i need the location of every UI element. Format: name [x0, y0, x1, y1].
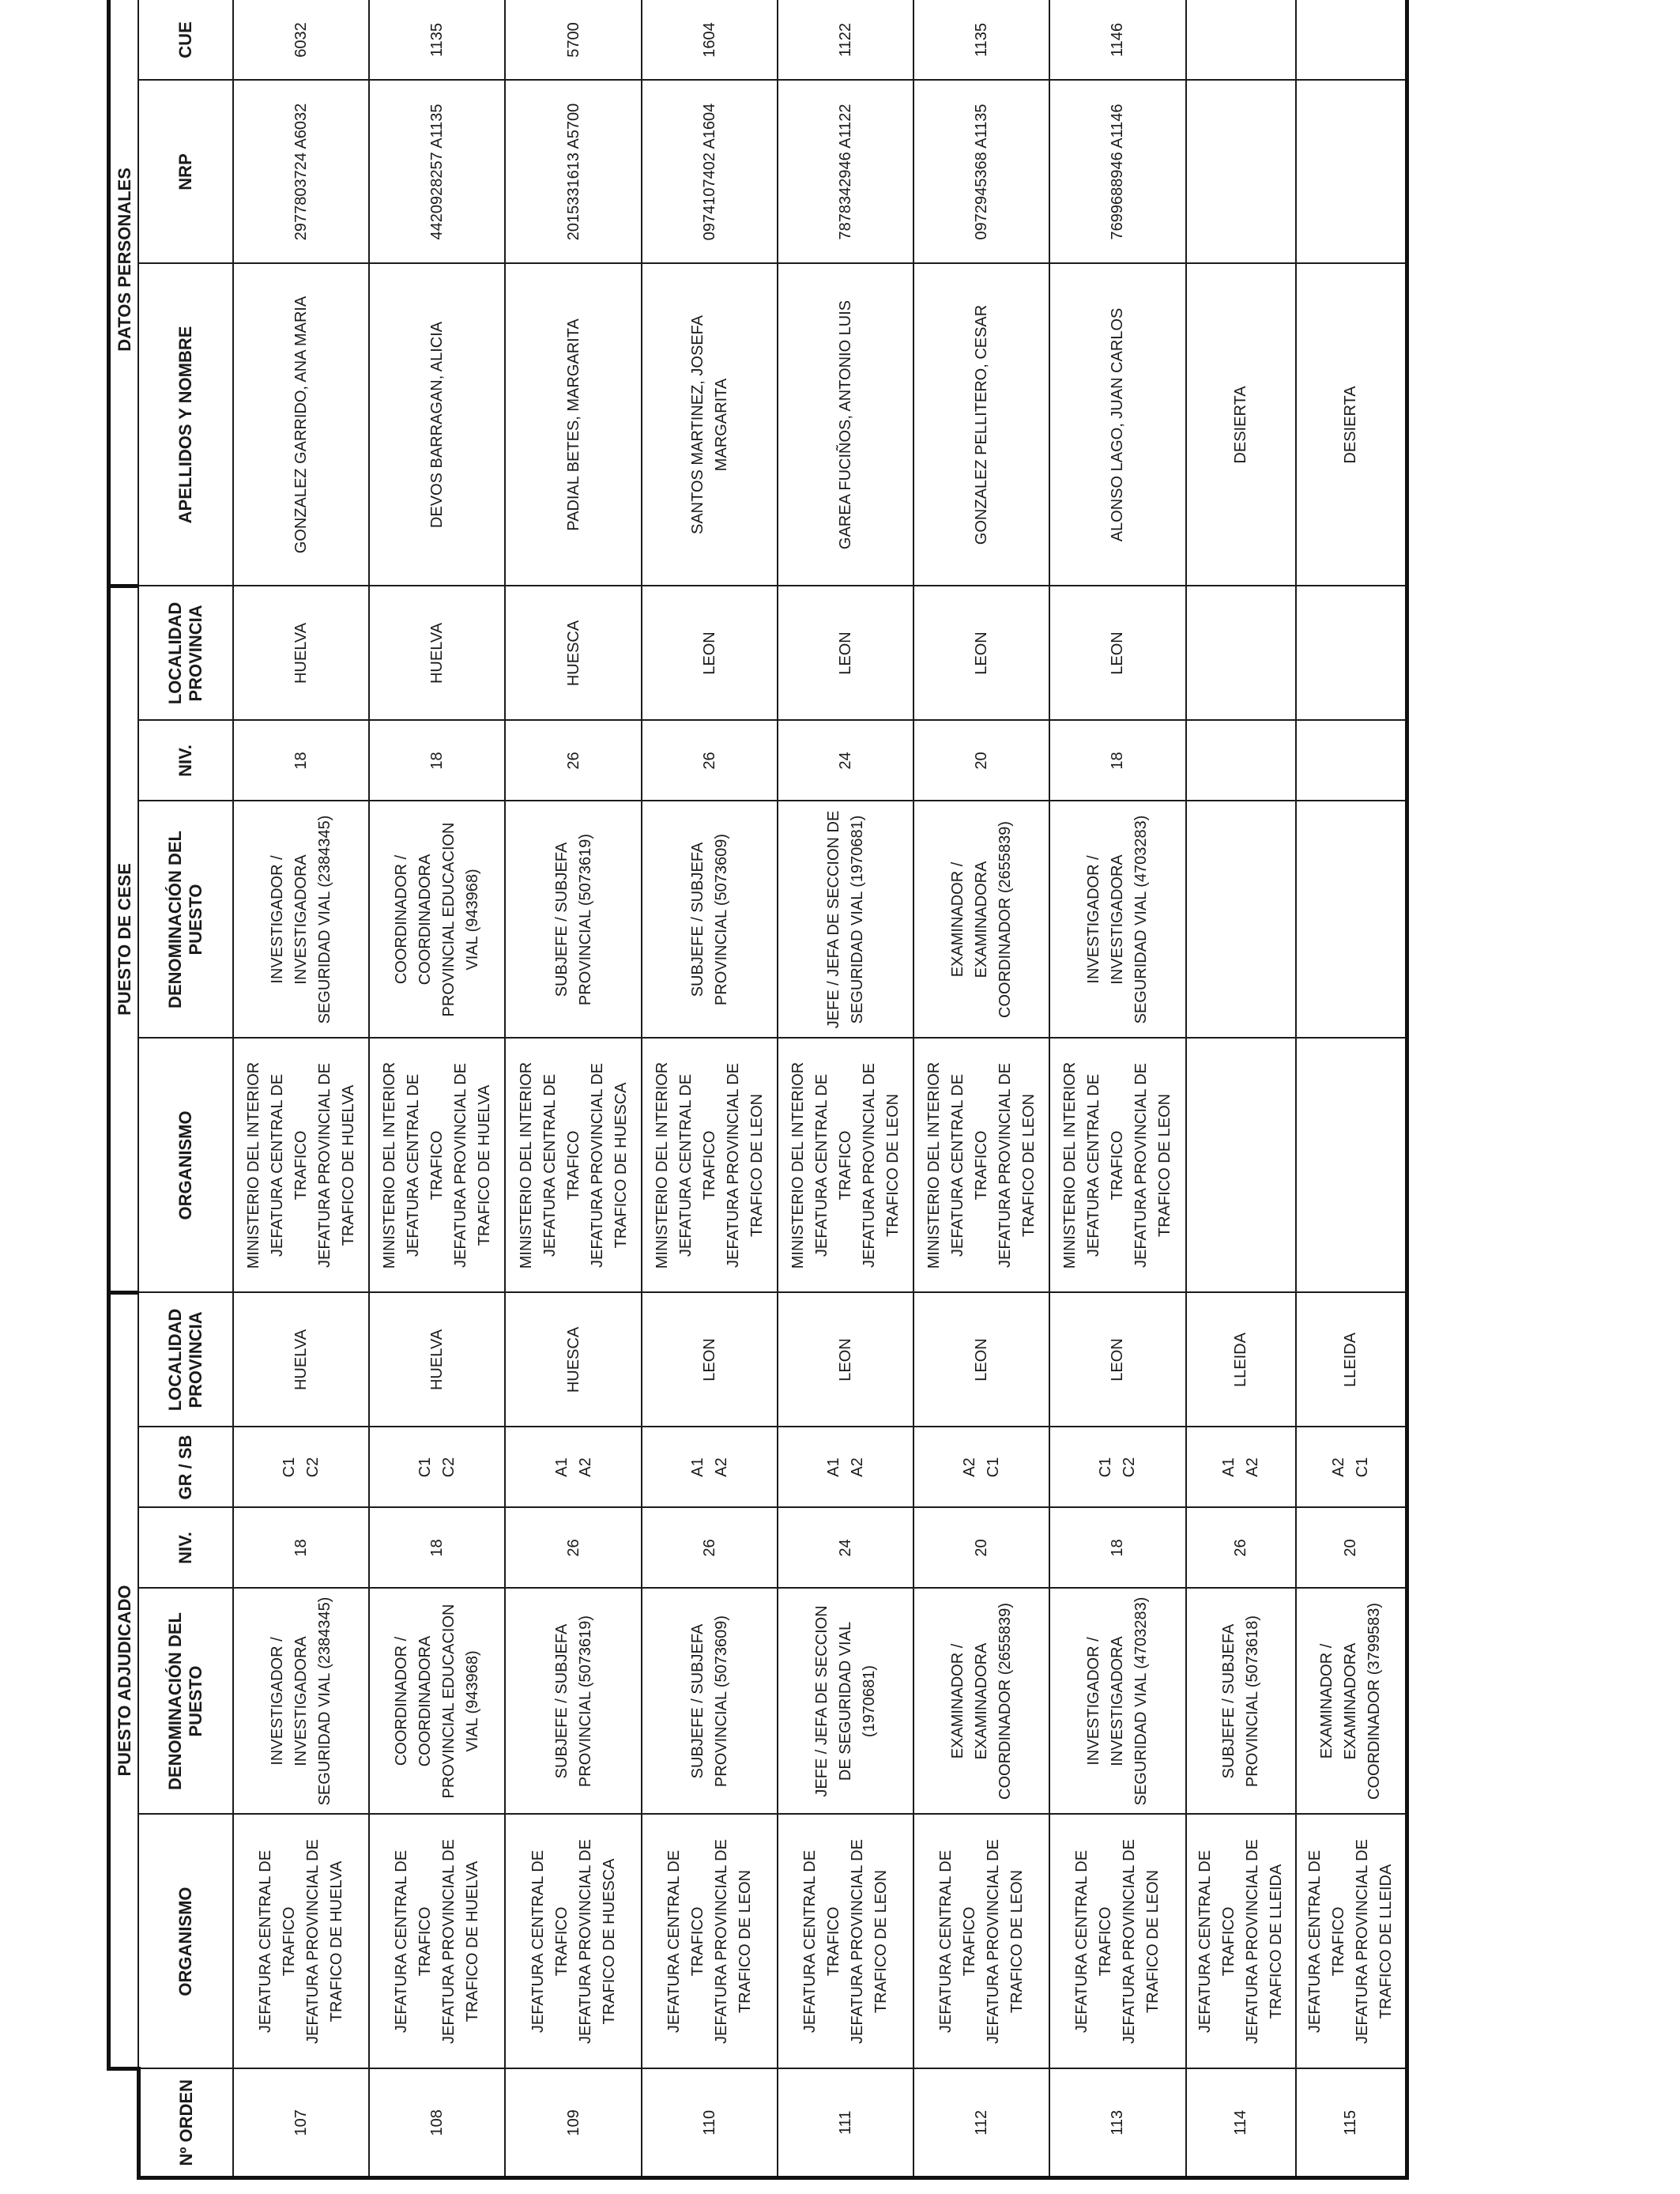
gr-value: C1 [416, 1457, 435, 1478]
cese-localidad-cell [233, 586, 369, 720]
cese-organismo-cell [913, 1038, 1049, 1292]
apellidos-nombre-value: GONZALEZ PELLITERO, CESAR [973, 304, 991, 545]
gr-sb-cell [233, 1427, 369, 1508]
apellidos-nombre-cell [1296, 263, 1407, 586]
cese-denominacion-cell [1049, 801, 1185, 1038]
localidad-cell [778, 1292, 913, 1427]
cese-organismo-cell [778, 1038, 913, 1292]
orden-value: 113 [1109, 2109, 1127, 2136]
header-organismo: ORGANISMO [138, 1815, 233, 2069]
orden-cell [369, 2069, 505, 2178]
gr-value: A1 [1220, 1457, 1238, 1477]
organismo-line: JEFATURA PROVINCIAL DE TRAFICO DE LEON [848, 1839, 890, 2044]
apellidos-nombre-value: GONZALEZ GARRIDO, ANA MARIA [292, 296, 311, 554]
header-niv: NIV. [138, 1508, 233, 1589]
cese-denominacion-cell [1296, 801, 1407, 1038]
sb-value: C2 [304, 1457, 322, 1478]
denominacion-cell [913, 1589, 1049, 1815]
header-cese-organismo: ORGANISMO [138, 1038, 233, 1292]
localidad-cell [913, 1292, 1049, 1427]
nrp-value: 2015331613 A5700 [564, 103, 582, 241]
localidad-value: HUELVA [292, 1329, 311, 1391]
apellidos-nombre-cell [1049, 263, 1185, 586]
apellidos-nombre-value: ALONSO LAGO, JUAN CARLOS [1109, 307, 1127, 542]
cese-niv-value: 18 [428, 752, 446, 770]
orden-cell [778, 2069, 913, 2178]
nrp-value: 7699688946 A1146 [1109, 104, 1127, 240]
organismo-line: JEFATURA PROVINCIAL DE TRAFICO DE HUELVA [304, 1839, 346, 2044]
orden-value: 112 [973, 2109, 991, 2136]
organismo-cell [1186, 1815, 1296, 2069]
organismo-line: JEFATURA PROVINCIAL DE TRAFICO DE HUESCA [576, 1839, 618, 2044]
cese-localidad-value: LEON [700, 631, 718, 675]
gr-value: A2 [1330, 1457, 1348, 1477]
table-row [233, 0, 369, 2178]
gr-value: C1 [1097, 1457, 1115, 1478]
apellidos-nombre-value: SANTOS MARTINEZ, JOSEFA MARGARITA [688, 315, 730, 535]
cese-denominacion-value: SUBJEFE / SUBJEFA PROVINCIAL (5073609) [688, 833, 730, 1006]
cue-cell [642, 0, 778, 80]
organismo-cell [505, 1815, 641, 2069]
organismo-line: JEFATURA CENTRAL DE TRAFICO [1306, 1849, 1348, 2034]
header-orden: Nº ORDEN [138, 2069, 233, 2178]
denominacion-cell [1186, 1589, 1296, 1815]
nrp-value: 0972945368 A1135 [973, 104, 991, 240]
organismo-line: JEFATURA PROVINCIAL DE TRAFICO DE LEON [1121, 1839, 1162, 2044]
orden-cell [1049, 2069, 1185, 2178]
apellidos-nombre-cell [369, 263, 505, 586]
apellidos-nombre-cell [642, 263, 778, 586]
cese-localidad-cell [778, 586, 913, 720]
niv-value: 20 [973, 1539, 991, 1557]
organismo-line: JEFATURA PROVINCIAL DE TRAFICO DE LLEIDA [1244, 1839, 1286, 2044]
organismo-line: JEFATURA PROVINCIAL DE TRAFICO DE LEON [712, 1839, 754, 2044]
cese-organismo-cell [1186, 1038, 1296, 1292]
localidad-cell [1186, 1292, 1296, 1427]
cue-cell [778, 0, 913, 80]
orden-value: 107 [292, 2109, 311, 2136]
apellidos-nombre-value: DESIERTA [1342, 386, 1360, 464]
cue-value: 1135 [973, 22, 991, 57]
cese-niv-cell [1186, 720, 1296, 801]
cese-localidad-cell [642, 586, 778, 720]
niv-value: 20 [1342, 1539, 1360, 1557]
denominacion-value: EXAMINADOR / EXAMINADORA COORDINADOR (3799583) [1318, 1603, 1384, 1800]
apellidos-nombre-cell [233, 263, 369, 586]
organismo-line: JEFATURA CENTRAL DE TRAFICO [393, 1849, 435, 2034]
localidad-value: LEON [973, 1338, 991, 1382]
organismo-line: JEFATURA PROVINCIAL DE TRAFICO DE LEON [985, 1839, 1026, 2044]
cese-localidad-cell [1186, 586, 1296, 720]
gr-sb-cell [913, 1427, 1049, 1508]
denominacion-cell [505, 1589, 641, 1815]
cese-denominacion-value: INVESTIGADOR / INVESTIGADORA SEGURIDAD VIAL (4703283) [1085, 815, 1151, 1024]
gr-sb-cell [1296, 1427, 1407, 1508]
cese-organismo-cell [642, 1038, 778, 1292]
organismo-line: JEFATURA PROVINCIAL DE TRAFICO DE HUELVA [440, 1839, 482, 2044]
organismo-cell [1296, 1815, 1407, 2069]
cese-organismo-line: MINISTERIO DEL INTERIOR [381, 1061, 399, 1269]
gr-value: C1 [281, 1457, 299, 1478]
cese-organismo-cell [369, 1038, 505, 1292]
cue-value: 6032 [292, 22, 311, 58]
gr-value: A2 [961, 1457, 979, 1477]
header-gr-sb: GR / SB [138, 1427, 233, 1508]
cese-organismo-line: JEFATURA PROVINCIAL DE TRAFICO DE LEON [1132, 1063, 1174, 1268]
cese-localidad-cell [913, 586, 1049, 720]
cese-localidad-cell [369, 586, 505, 720]
cue-cell [505, 0, 641, 80]
denominacion-value: INVESTIGADOR / INVESTIGADORA SEGURIDAD VIAL (4703283) [1085, 1596, 1151, 1806]
localidad-value: LEON [1109, 1338, 1127, 1382]
cue-cell [913, 0, 1049, 80]
table-body [233, 0, 1407, 2178]
localidad-value: LLEIDA [1342, 1333, 1360, 1387]
sb-value: A2 [1244, 1457, 1262, 1477]
localidad-value: LLEIDA [1232, 1333, 1250, 1387]
header-nrp: NRP [138, 80, 233, 263]
cese-organismo-line: JEFATURA CENTRAL DE TRAFICO [541, 1073, 582, 1257]
table-row [913, 0, 1049, 2178]
cese-organismo-line: MINISTERIO DEL INTERIOR [789, 1061, 807, 1269]
denominacion-value: COORDINADOR / COORDINADORA PROVINCIAL EDUCACION VIAL (943968) [393, 1604, 482, 1799]
gr-sb-cell [642, 1427, 778, 1508]
apellidos-nombre-cell [913, 263, 1049, 586]
cue-cell [369, 0, 505, 80]
organismo-line: JEFATURA CENTRAL DE TRAFICO [937, 1849, 979, 2034]
gr-sb-cell [505, 1427, 641, 1508]
localidad-cell [233, 1292, 369, 1427]
gr-sb-cell [1186, 1427, 1296, 1508]
nrp-cell [778, 80, 913, 263]
cue-cell [233, 0, 369, 80]
header-cue: CUE [138, 0, 233, 80]
cue-value: 1604 [700, 22, 718, 58]
cese-organismo-line: JEFATURA CENTRAL DE TRAFICO [812, 1073, 854, 1257]
organismo-cell [369, 1815, 505, 2069]
cese-organismo-line: JEFATURA PROVINCIAL DE TRAFICO DE LEON [996, 1063, 1038, 1268]
cese-organismo-cell [1049, 1038, 1185, 1292]
apellidos-nombre-cell [1186, 263, 1296, 586]
empty-corner [109, 2069, 139, 2178]
sb-value: A2 [712, 1457, 730, 1477]
cese-niv-value: 26 [564, 752, 582, 770]
adjudicaciones-table [107, 0, 1409, 2180]
cue-cell [1186, 0, 1296, 80]
niv-value: 18 [1109, 1539, 1127, 1557]
gr-sb-cell [369, 1427, 505, 1508]
orden-cell [1186, 2069, 1296, 2178]
apellidos-nombre-value: DEVOS BARRAGAN, ALICIA [428, 321, 446, 529]
cese-organismo-line: MINISTERIO DEL INTERIOR [1061, 1061, 1079, 1269]
orden-value: 108 [428, 2109, 446, 2136]
header-denominacion: DENOMINACIÓN DEL PUESTO [138, 1589, 233, 1815]
cue-value: 1135 [428, 22, 446, 57]
denominacion-value: EXAMINADOR / EXAMINADORA COORDINADOR (2655839) [949, 1603, 1015, 1800]
header-apellidos-nombre: APELLIDOS Y NOMBRE [138, 263, 233, 586]
nrp-cell [1049, 80, 1185, 263]
cese-localidad-value: LEON [836, 631, 854, 675]
organismo-line: JEFATURA CENTRAL DE TRAFICO [800, 1849, 842, 2034]
cese-organismo-line: JEFATURA PROVINCIAL DE TRAFICO DE LEON [724, 1063, 766, 1268]
cese-niv-cell [369, 720, 505, 801]
niv-cell [1296, 1508, 1407, 1589]
niv-cell [913, 1508, 1049, 1589]
localidad-value: HUESCA [564, 1326, 582, 1393]
nrp-value: 7878342946 A1122 [836, 104, 854, 240]
table-row [505, 0, 641, 2178]
cese-organismo-line: JEFATURA PROVINCIAL DE TRAFICO DE HUELVA [316, 1063, 358, 1268]
cese-denominacion-cell [778, 801, 913, 1038]
cese-organismo-line: JEFATURA PROVINCIAL DE TRAFICO DE HUESCA [588, 1063, 630, 1268]
niv-cell [1186, 1508, 1296, 1589]
cese-niv-value: 24 [836, 752, 854, 770]
localidad-cell [642, 1292, 778, 1427]
cese-organismo-line: MINISTERIO DEL INTERIOR [653, 1061, 671, 1269]
niv-value: 24 [836, 1539, 854, 1557]
organismo-cell [778, 1815, 913, 2069]
cese-niv-cell [505, 720, 641, 801]
nrp-cell [233, 80, 369, 263]
sb-value: C2 [1121, 1457, 1139, 1478]
organismo-cell [1049, 1815, 1185, 2069]
cese-organismo-line: JEFATURA CENTRAL DE TRAFICO [269, 1073, 311, 1257]
cese-organismo-cell [505, 1038, 641, 1292]
group-puesto-cese: PUESTO DE CESE [109, 586, 139, 1292]
organismo-cell [913, 1815, 1049, 2069]
cese-denominacion-value: JEFE / JEFA DE SECCION DE SEGURIDAD VIAL (1970681) [824, 810, 866, 1029]
header-cese-niv: NIV. [138, 720, 233, 801]
gr-sb-cell [778, 1427, 913, 1508]
cese-organismo-line: JEFATURA CENTRAL DE TRAFICO [949, 1073, 991, 1257]
cese-organismo-line: JEFATURA PROVINCIAL DE TRAFICO DE LEON [860, 1063, 902, 1268]
cese-denominacion-cell [369, 801, 505, 1038]
organismo-line: JEFATURA PROVINCIAL DE TRAFICO DE LLEIDA [1354, 1839, 1396, 2044]
cese-niv-value: 26 [700, 752, 718, 770]
niv-cell [642, 1508, 778, 1589]
gr-sb-cell [1049, 1427, 1185, 1508]
cese-denominacion-cell [505, 801, 641, 1038]
cese-niv-value: 18 [292, 752, 311, 770]
cese-denominacion-value: SUBJEFE / SUBJEFA PROVINCIAL (5073619) [552, 833, 594, 1006]
table-row [369, 0, 505, 2178]
denominacion-cell [1296, 1589, 1407, 1815]
niv-value: 26 [700, 1539, 718, 1557]
cese-organismo-line: JEFATURA CENTRAL DE TRAFICO [405, 1073, 446, 1257]
cese-niv-value: 20 [973, 752, 991, 770]
cue-value: 5700 [564, 22, 582, 58]
cese-organismo-line: MINISTERIO DEL INTERIOR [925, 1061, 944, 1269]
sb-value: C2 [440, 1457, 458, 1478]
cue-value: 1122 [836, 22, 854, 57]
cese-niv-cell [642, 720, 778, 801]
localidad-cell [1049, 1292, 1185, 1427]
apellidos-nombre-value: DESIERTA [1232, 386, 1250, 464]
orden-cell [505, 2069, 641, 2178]
nrp-cell [1296, 80, 1407, 263]
orden-cell [233, 2069, 369, 2178]
localidad-cell [505, 1292, 641, 1427]
gr-value: A1 [688, 1457, 706, 1477]
cese-niv-cell [1296, 720, 1407, 801]
cese-localidad-cell [505, 586, 641, 720]
orden-value: 115 [1342, 2109, 1360, 2136]
cese-niv-cell [778, 720, 913, 801]
sb-value: A2 [848, 1457, 866, 1477]
denominacion-value: JEFE / JEFA DE SECCION DE SEGURIDAD VIAL (1970681) [812, 1605, 878, 1797]
cese-denominacion-cell [913, 801, 1049, 1038]
denominacion-cell [233, 1589, 369, 1815]
apellidos-nombre-value: GAREA FUCIÑOS, ANTONIO LUIS [836, 300, 854, 550]
organismo-line: JEFATURA CENTRAL DE TRAFICO [1196, 1849, 1238, 2034]
sb-value: C1 [1354, 1457, 1372, 1478]
cue-value: 1146 [1109, 22, 1127, 57]
cese-denominacion-value: INVESTIGADOR / INVESTIGADORA SEGURIDAD VIAL (2384345) [269, 815, 334, 1024]
cese-localidad-value: HUELVA [292, 622, 311, 684]
cese-denominacion-value: EXAMINADOR / EXAMINADORA COORDINADOR (2655839) [949, 821, 1015, 1018]
localidad-value: HUELVA [428, 1329, 446, 1391]
cese-denominacion-cell [233, 801, 369, 1038]
gr-value: A1 [552, 1457, 571, 1477]
cue-cell [1296, 0, 1407, 80]
denominacion-value: INVESTIGADOR / INVESTIGADORA SEGURIDAD VIAL (2384345) [269, 1596, 334, 1806]
niv-value: 26 [564, 1539, 582, 1557]
nrp-cell [642, 80, 778, 263]
table-row [778, 0, 913, 2178]
cese-organismo-cell [1296, 1038, 1407, 1292]
niv-cell [233, 1508, 369, 1589]
denominacion-value: SUBJEFE / SUBJEFA PROVINCIAL (5073619) [552, 1615, 594, 1788]
gr-value: A1 [824, 1457, 842, 1477]
localidad-cell [1296, 1292, 1407, 1427]
niv-value: 18 [428, 1539, 446, 1557]
localidad-value: LEON [700, 1338, 718, 1382]
cese-organismo-line: JEFATURA PROVINCIAL DE TRAFICO DE HUELVA [452, 1063, 494, 1268]
orden-value: 111 [836, 2110, 854, 2135]
table-row [1186, 0, 1296, 2178]
cese-denominacion-cell [642, 801, 778, 1038]
group-datos-personales: DATOS PERSONALES [109, 0, 139, 586]
cese-organismo-line: JEFATURA CENTRAL DE TRAFICO [1085, 1073, 1127, 1257]
orden-cell [913, 2069, 1049, 2178]
header-localidad: LOCALIDAD PROVINCIA [138, 1292, 233, 1427]
table-row [1049, 0, 1185, 2178]
cese-localidad-value: HUESCA [564, 620, 582, 687]
cese-localidad-value: LEON [1109, 631, 1127, 675]
cese-denominacion-cell [1186, 801, 1296, 1038]
denominacion-cell [369, 1589, 505, 1815]
organismo-line: JEFATURA CENTRAL DE TRAFICO [665, 1849, 706, 2034]
orden-value: 114 [1232, 2109, 1250, 2136]
sb-value: C1 [985, 1457, 1003, 1478]
organismo-cell [642, 1815, 778, 2069]
niv-cell [505, 1508, 641, 1589]
header-cese-denominacion: DENOMINACIÓN DEL PUESTO [138, 801, 233, 1038]
niv-value: 18 [292, 1539, 311, 1557]
organismo-cell [233, 1815, 369, 2069]
denominacion-cell [1049, 1589, 1185, 1815]
group-puesto-adjudicado: PUESTO ADJUDICADO [109, 1292, 139, 2068]
cese-niv-value: 18 [1109, 752, 1127, 770]
orden-cell [642, 2069, 778, 2178]
nrp-cell [913, 80, 1049, 263]
apellidos-nombre-cell [505, 263, 641, 586]
denominacion-value: SUBJEFE / SUBJEFA PROVINCIAL (5073609) [688, 1615, 730, 1788]
niv-cell [778, 1508, 913, 1589]
cese-localidad-cell [1049, 586, 1185, 720]
denominacion-value: SUBJEFE / SUBJEFA PROVINCIAL (5073618) [1220, 1615, 1262, 1788]
cese-organismo-line: JEFATURA CENTRAL DE TRAFICO [676, 1073, 718, 1257]
nrp-value: 0974107402 A1604 [700, 103, 718, 241]
localidad-value: LEON [836, 1338, 854, 1382]
niv-cell [369, 1508, 505, 1589]
localidad-cell [369, 1292, 505, 1427]
denominacion-cell [642, 1589, 778, 1815]
apellidos-nombre-value: PADIAL BETES, MARGARITA [564, 319, 582, 531]
orden-value: 110 [700, 2109, 718, 2136]
cese-organismo-line: MINISTERIO DEL INTERIOR [245, 1061, 263, 1269]
orden-cell [1296, 2069, 1407, 2178]
organismo-line: JEFATURA CENTRAL DE TRAFICO [529, 1849, 571, 2034]
organismo-line: JEFATURA CENTRAL DE TRAFICO [257, 1849, 299, 2034]
denominacion-cell [778, 1589, 913, 1815]
table-row [1296, 0, 1407, 2178]
organismo-line: JEFATURA CENTRAL DE TRAFICO [1073, 1849, 1115, 2034]
cese-localidad-cell [1296, 586, 1407, 720]
header-cese-localidad: LOCALIDAD PROVINCIA [138, 586, 233, 720]
sb-value: A2 [576, 1457, 594, 1477]
cese-localidad-value: LEON [973, 631, 991, 675]
cese-organismo-cell [233, 1038, 369, 1292]
niv-cell [1049, 1508, 1185, 1589]
nrp-value: 4420928257 A1135 [428, 104, 446, 240]
cese-niv-cell [1049, 720, 1185, 801]
table-row [642, 0, 778, 2178]
nrp-cell [1186, 80, 1296, 263]
orden-value: 109 [564, 2109, 582, 2136]
cese-denominacion-value: COORDINADOR / COORDINADORA PROVINCIAL EDUCACION VIAL (943968) [393, 822, 482, 1017]
cese-organismo-line: MINISTERIO DEL INTERIOR [517, 1061, 535, 1269]
nrp-cell [505, 80, 641, 263]
niv-value: 26 [1232, 1539, 1250, 1557]
apellidos-nombre-cell [778, 263, 913, 586]
nrp-cell [369, 80, 505, 263]
cese-localidad-value: HUELVA [428, 622, 446, 684]
cue-cell [1049, 0, 1185, 80]
cese-niv-cell [233, 720, 369, 801]
cese-niv-cell [913, 720, 1049, 801]
nrp-value: 2977803724 A6032 [292, 103, 311, 241]
